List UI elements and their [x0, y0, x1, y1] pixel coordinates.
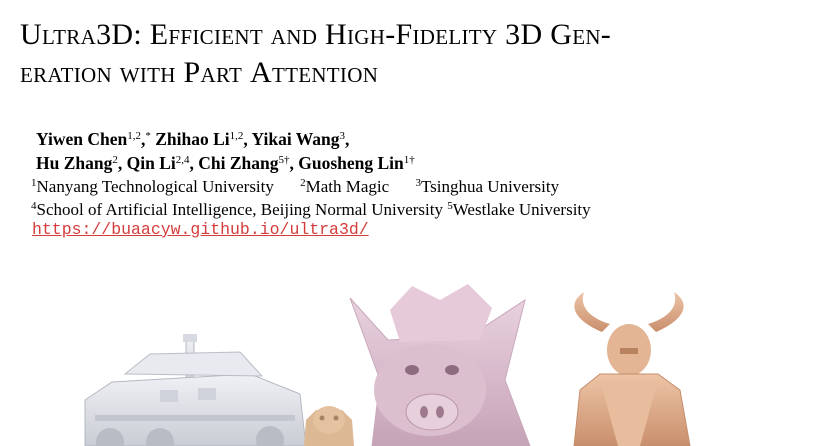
figurine-model	[304, 406, 354, 446]
affiliation: $^1$Nanyang Technological University	[31, 177, 274, 196]
vehicle-model	[85, 334, 306, 446]
affiliation-line-1	[31, 175, 811, 198]
author: Guosheng Lin$^{1\dagger}$	[298, 153, 415, 173]
teaser-renderings	[0, 270, 830, 446]
affiliation: $^5$Westlake University	[447, 200, 591, 219]
affiliation: $^3$Tsinghua University	[415, 177, 560, 196]
affiliation: $^2$Math Magic	[300, 177, 390, 196]
warrior-model	[574, 292, 690, 446]
author: Yikai Wang$^3$,	[251, 129, 350, 149]
author: Yiwen Chen$^{1,2}$,*	[36, 129, 151, 149]
title-line-1: Ultra3D: Efficient and High-Fidelity 3D Gen-	[20, 18, 612, 51]
project-url-link[interactable]: https://buaacyw.github.io/ultra3d/	[32, 220, 369, 239]
creature-model	[350, 284, 530, 446]
paper-title	[20, 16, 820, 92]
author: Hu Zhang$^2$,	[36, 153, 123, 173]
author: Zhihao Li$^{1,2}$,	[155, 129, 248, 149]
affiliation-list	[31, 175, 811, 221]
title-line-2: eration with Part Attention	[20, 56, 379, 89]
affiliation: $^4$School of Artificial Intelligence, Beijing Normal University	[31, 200, 443, 219]
author-list	[36, 127, 796, 175]
affiliation-line-2	[31, 198, 811, 221]
author: Qin Li$^{2,4}$,	[126, 153, 194, 173]
author: Chi Zhang$^{5\dagger}$,	[198, 153, 294, 173]
teaser-figure	[0, 270, 830, 446]
